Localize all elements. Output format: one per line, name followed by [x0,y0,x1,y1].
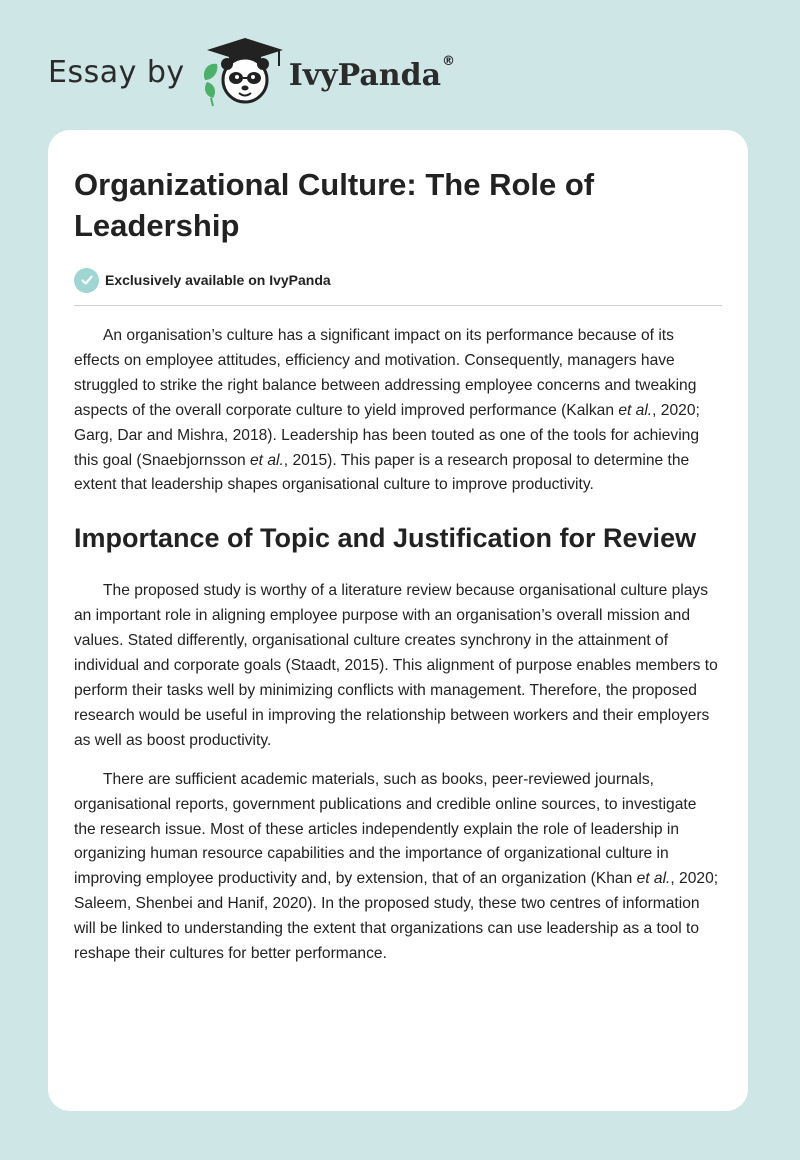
site-header [48,36,455,108]
brand-name-text: IvyPanda [288,57,442,93]
check-circle-icon [74,268,99,293]
brand-name[interactable] [288,53,456,93]
text-run: An organisation’s culture has a significant impact on its performance because of its effects on employee attitudes, efficiency and motivation. Consequently, managers have struggled to strike the right balance between addressing employee concerns and tweaking aspects of the overall corporate culture to yield improved performance (Kalkan [74,327,697,419]
text-run: , 2015). This paper is a research proposal to determine the extent that leadership shapes organisational culture to improve productivity. [74,451,690,494]
text-run: The proposed study is worthy of a literature review because organisational culture plays an important role in aligning employee purpose with an organisation’s overall mission and values. Stated differently, organisational culture creates synchrony in the attainment of individual and corporate goals (Staadt, 2015). This alignment of purpose enables members to perform their tasks well by minimizing conflicts with management. Therefore, the proposed research would be useful in improving the relationship between workers and their employers as well as boost productivity. [74,582,718,749]
essay-by-label: Essay by [48,54,185,90]
exclusive-badge-label: Exclusively available on IvyPanda [105,272,331,288]
citation-italic: et al. [618,401,653,419]
text-run: , 2020; Saleem, Shenbei and Hanif, 2020). In the proposed study, these two centres of information will be linked to understanding the extent that organizations can use leadership as a tool to reshape their cultures for better performance. [74,870,719,963]
exclusive-badge [74,267,722,293]
panda-logo-icon[interactable] [199,36,285,108]
section-paragraph-2 [74,768,722,967]
section-heading: Importance of Topic and Justification for Review [74,523,697,554]
divider [74,305,722,306]
registered-mark: ® [442,53,456,69]
intro-paragraph [74,324,722,498]
text-run: There are sufficient academic materials, such as books, peer-reviewed journals, organisational reports, government publications and credible online sources, to investigate the research issue. Most of these articles independently explain the role of leadership in organizing human resource capabilities and the importance of organizational culture in improving employee productivity and, by extension, that of an organization (Khan [74,770,697,888]
text-run: , 2020; Garg, Dar and Mishra, 2018). Leadership has been touted as one of the tools for achieving this goal (Snaebjornsson [74,401,700,469]
article-card [48,130,748,1111]
citation-italic: et al. [636,870,671,888]
citation-italic: et al. [249,451,284,469]
section-paragraph-1 [74,579,722,753]
article-title: Organizational Culture: The Role of Leadership [74,167,595,243]
